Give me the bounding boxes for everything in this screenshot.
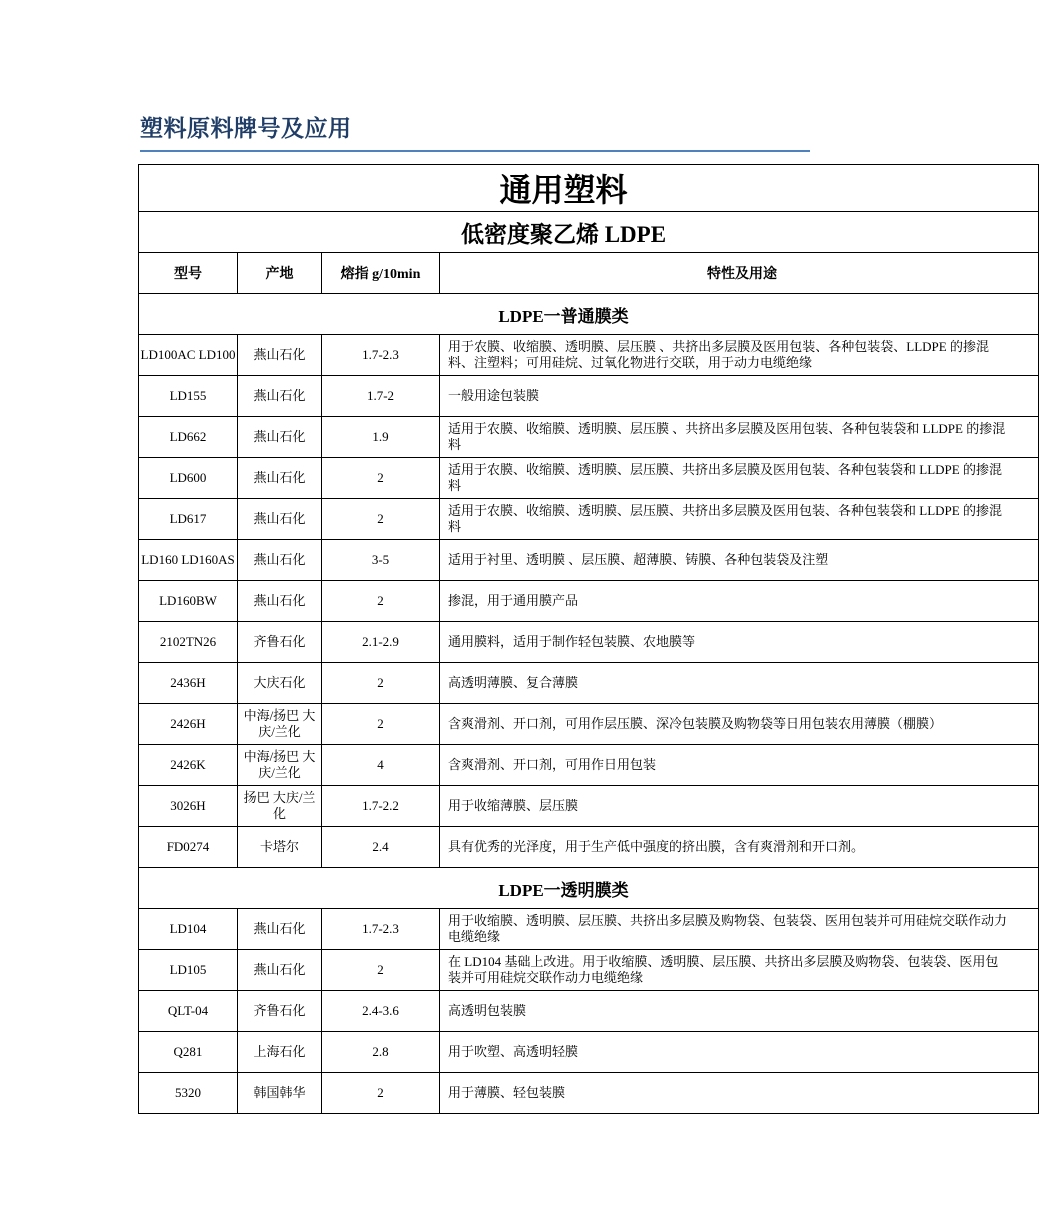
section-row (139, 294, 1039, 335)
table-row (139, 622, 1039, 663)
cell-origin: 扬巴 大庆/兰化 (238, 786, 322, 827)
cell-origin: 燕山石化 (238, 540, 322, 581)
cell-origin: 燕山石化 (238, 335, 322, 376)
cell-model: 2436H (139, 663, 238, 704)
cell-melt-index: 1.7-2.2 (322, 786, 440, 827)
cell-model: 3026H (139, 786, 238, 827)
cell-model: QLT-04 (139, 991, 238, 1032)
title-underline (140, 150, 810, 152)
header-melt-index: 熔指 g/10min (322, 253, 440, 294)
table-row (139, 1073, 1039, 1114)
table-row (139, 663, 1039, 704)
table-row (139, 745, 1039, 786)
table-row (139, 827, 1039, 868)
cell-usage: 一般用途包装膜 (440, 376, 1039, 417)
cell-model: LD100AC LD100 (139, 335, 238, 376)
cell-usage: 具有优秀的光泽度，用于生产低中强度的挤出膜，含有爽滑剂和开口剂。 (440, 827, 1039, 868)
cell-usage: 用于薄膜、轻包装膜 (440, 1073, 1039, 1114)
cell-origin: 燕山石化 (238, 499, 322, 540)
cell-melt-index: 1.9 (322, 417, 440, 458)
cell-melt-index: 2 (322, 458, 440, 499)
cell-usage: 用于收缩薄膜、层压膜 (440, 786, 1039, 827)
cell-usage: 含爽滑剂、开口剂，可用作层压膜、深冷包装膜及购物袋等日用包装农用薄膜（棚膜） (440, 704, 1039, 745)
cell-usage: 适用于农膜、收缩膜、透明膜、层压膜、共挤出多层膜及医用包装、各种包装袋和 LLDPE 的掺混料 (440, 458, 1039, 499)
cell-model: LD160 LD160AS (139, 540, 238, 581)
table-row (139, 335, 1039, 376)
cell-origin: 卡塔尔 (238, 827, 322, 868)
table-row (139, 786, 1039, 827)
cell-origin: 燕山石化 (238, 417, 322, 458)
cell-origin: 中海/扬巴 大庆/兰化 (238, 745, 322, 786)
table-main-title: 通用塑料 (139, 165, 1039, 212)
cell-model: 5320 (139, 1073, 238, 1114)
cell-model: LD600 (139, 458, 238, 499)
cell-origin: 齐鲁石化 (238, 991, 322, 1032)
table-row (139, 376, 1039, 417)
cell-origin: 大庆石化 (238, 663, 322, 704)
cell-usage: 高透明包装膜 (440, 991, 1039, 1032)
cell-origin: 上海石化 (238, 1032, 322, 1073)
cell-origin: 中海/扬巴 大庆/兰化 (238, 704, 322, 745)
grades-table (138, 164, 1039, 1114)
cell-origin: 齐鲁石化 (238, 622, 322, 663)
table-row (139, 540, 1039, 581)
cell-usage: 用于收缩膜、透明膜、层压膜、共挤出多层膜及购物袋、包装袋、医用包装并可用硅烷交联作动力电缆绝缘 (440, 909, 1039, 950)
cell-model: 2102TN26 (139, 622, 238, 663)
table-row (139, 991, 1039, 1032)
cell-model: FD0274 (139, 827, 238, 868)
cell-origin: 燕山石化 (238, 376, 322, 417)
cell-model: LD662 (139, 417, 238, 458)
cell-melt-index: 3-5 (322, 540, 440, 581)
cell-melt-index: 2 (322, 704, 440, 745)
cell-melt-index: 4 (322, 745, 440, 786)
cell-model: LD617 (139, 499, 238, 540)
header-model: 型号 (139, 253, 238, 294)
cell-origin: 燕山石化 (238, 909, 322, 950)
cell-usage: 用于农膜、收缩膜、透明膜、层压膜 、共挤出多层膜及医用包装、各种包装袋、LLDPE 的掺混料、注塑料；可用硅烷、过氧化物进行交联，用于动力电缆绝缘 (440, 335, 1039, 376)
table-row (139, 950, 1039, 991)
cell-model: LD105 (139, 950, 238, 991)
section-row (139, 868, 1039, 909)
cell-origin: 韩国韩华 (238, 1073, 322, 1114)
cell-usage: 在 LD104 基础上改进。用于收缩膜、透明膜、层压膜、共挤出多层膜及购物袋、包装袋、医用包装并可用硅烷交联作动力电缆绝缘 (440, 950, 1039, 991)
header-origin: 产地 (238, 253, 322, 294)
cell-origin: 燕山石化 (238, 458, 322, 499)
cell-melt-index: 1.7-2 (322, 376, 440, 417)
cell-origin: 燕山石化 (238, 950, 322, 991)
document-title: 塑料原料牌号及应用 (140, 116, 352, 142)
cell-usage: 适用于衬里、透明膜 、层压膜、超薄膜、铸膜、各种包装袋及注塑 (440, 540, 1039, 581)
section-title: LDPE一普通膜类 (139, 294, 1039, 335)
cell-model: LD155 (139, 376, 238, 417)
table-sub-title: 低密度聚乙烯 LDPE (139, 212, 1039, 253)
header-usage: 特性及用途 (440, 253, 1039, 294)
cell-melt-index: 2 (322, 581, 440, 622)
cell-usage: 掺混，用于通用膜产品 (440, 581, 1039, 622)
cell-model: 2426H (139, 704, 238, 745)
cell-origin: 燕山石化 (238, 581, 322, 622)
section-title: LDPE一透明膜类 (139, 868, 1039, 909)
table-row (139, 499, 1039, 540)
cell-usage: 含爽滑剂、开口剂，可用作日用包装 (440, 745, 1039, 786)
cell-melt-index: 2.4-3.6 (322, 991, 440, 1032)
table-row (139, 417, 1039, 458)
cell-model: LD104 (139, 909, 238, 950)
cell-melt-index: 1.7-2.3 (322, 335, 440, 376)
cell-melt-index: 2.8 (322, 1032, 440, 1073)
cell-melt-index: 2 (322, 950, 440, 991)
cell-usage: 高透明薄膜、复合薄膜 (440, 663, 1039, 704)
cell-model: Q281 (139, 1032, 238, 1073)
cell-melt-index: 2.4 (322, 827, 440, 868)
table-viewport (138, 164, 1008, 1104)
cell-melt-index: 2.1-2.9 (322, 622, 440, 663)
table-row (139, 458, 1039, 499)
table-row (139, 909, 1039, 950)
cell-usage: 通用膜料，适用于制作轻包装膜、农地膜等 (440, 622, 1039, 663)
cell-usage: 适用于农膜、收缩膜、透明膜、层压膜 、共挤出多层膜及医用包装、各种包装袋和 LLDPE 的掺混料 (440, 417, 1039, 458)
table-row (139, 581, 1039, 622)
cell-usage: 适用于农膜、收缩膜、透明膜、层压膜、共挤出多层膜及医用包装、各种包装袋和 LLDPE 的掺混料 (440, 499, 1039, 540)
header-row (139, 253, 1039, 294)
cell-model: LD160BW (139, 581, 238, 622)
cell-melt-index: 2 (322, 1073, 440, 1114)
table-row (139, 1032, 1039, 1073)
cell-melt-index: 2 (322, 663, 440, 704)
cell-usage: 用于吹塑、高透明轻膜 (440, 1032, 1039, 1073)
cell-melt-index: 1.7-2.3 (322, 909, 440, 950)
table-row (139, 704, 1039, 745)
cell-model: 2426K (139, 745, 238, 786)
cell-melt-index: 2 (322, 499, 440, 540)
